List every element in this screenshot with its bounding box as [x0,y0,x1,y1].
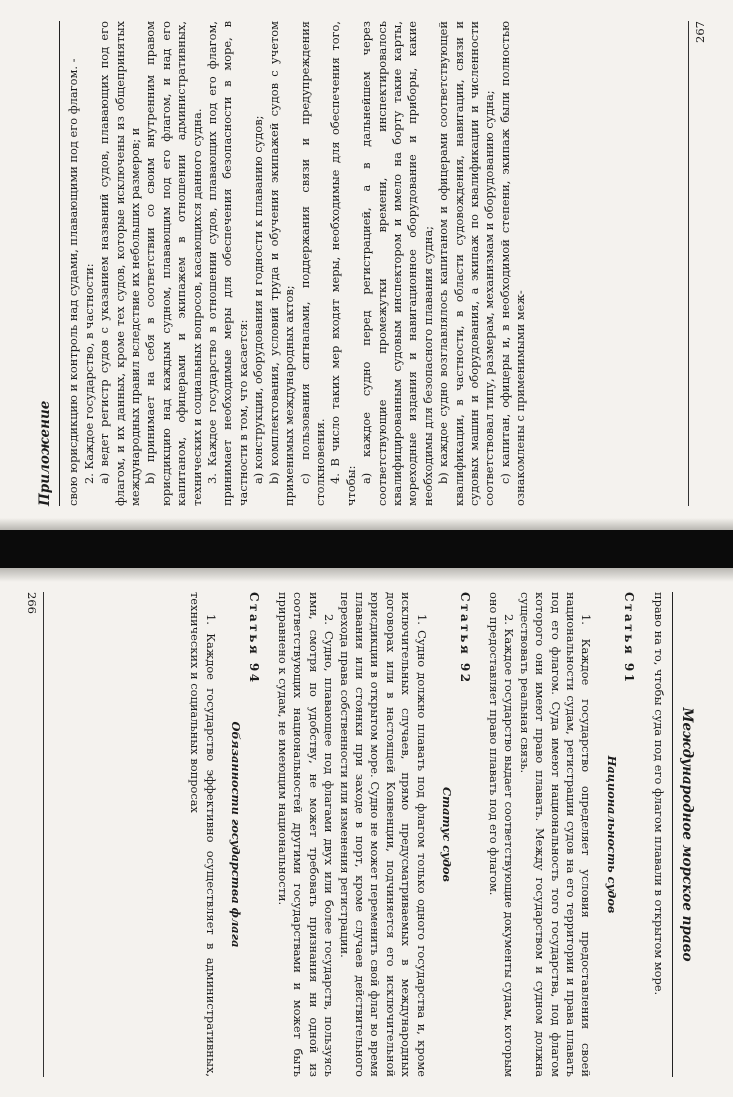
paragraph: b) комплектования, условий труда и обучения экипажей судов с учетом применимых международных актов; [266,21,297,506]
running-head: Международное морское право [672,592,716,1077]
paragraph: b) каждое судно возглавлялось капитаном и офицерами соответствующей квалификации, в частности, в области судовождения, навигации, связи и судовых машин и оборудования, а экипаж по квалификации и численности соответствовал типу, размерам, механизмам и оборудованию судна; [436,21,497,506]
running-head: Приложение [16,21,60,506]
article-title: Статья 91 [622,592,637,685]
article-title: Статья 92 [457,592,472,685]
paragraph: b) принимает на себя в соответствии со своим внутренним правом юрисдикцию над каждым судном, плавающим под его флагом, и над его капитаном, офицерами и экипажем в отношении административных, технических и социальных вопросов, касающихся данного судна. [143,21,204,506]
paragraph: право на то, чтобы суда под его флагом плавали в открытом море. [651,592,666,996]
paragraph: 1. Каждое государство определяет условия предоставления своей национальности судам, регистрации судов на его территории и права плавать под его флагом. Суда имеют национальность того государства, под флагом которого они имеют право плавать. Между государством и судном должна существовать реальная связь. [517,592,594,1077]
page-267 [16,11,716,516]
paragraph: 2. Каждое государство, в частности: [81,263,96,484]
page-number: 267 [692,21,707,43]
paragraph: c) капитан, офицеры и, в необходимой степени, экипаж были полностью ознакомлены с применимыми меж- [497,21,528,506]
binding-shadow [0,568,733,582]
paragraph: a) конструкции, оборудования и годности к плаванию судов; [251,115,266,484]
paragraph: 2. Каждое государство выдает соответствующие документы судам, которым оно предоставляет право плавать под его флагом. [486,592,517,1077]
article-subtitle: Национальность судов [604,755,619,914]
page-number: 266 [25,592,40,614]
paragraph: a) ведет регистр судов с указанием названий судов, плавающих под его флагом, и их данных, кроме тех судов, которые исключены из общепринятых международных правил вследствие их небольших размеров; и [97,21,143,506]
article-title: Статья 94 [246,592,261,685]
page-footer [24,592,44,1077]
binding-shadow [0,518,733,530]
paragraph: 4. В число таких мер входят меры, необходимые для обеспечения того, чтобы: [328,21,358,506]
page-footer [688,21,708,506]
article-subtitle: Статус судов [440,786,455,882]
paragraph: 2. Судно, плавающее под флагами двух или более государств, пользуясь ими, смотря по удобству, не может требовать признания ни одной из соответствующих национальностей другими государствами и может быть приравнено к судам, не имеющим национальности. [276,592,337,1077]
paragraph: 1. Каждое государство эффективно осуществляет в административных, технических и социальных вопросах [188,592,218,1077]
article-subtitle: Обязанности государства флага [229,721,244,948]
paragraph: c) пользования сигналами, поддержания связи и предупреждения столкновения. [297,21,327,506]
book-binding [0,530,733,568]
paragraph: 1. Судно должно плавать под флагом только одного государства и, кроме исключительных случаев, прямо предусматриваемых в международных договорах или в настоящей Конвенции, подчиняется его исключительной юрисдикции в открытом море. Судно не может переменить свой флаг во время плавания или стоянки при заходе в порт, кроме случаев действительного перехода права собственности или изменения регистрации. [337,592,429,1077]
paragraph: a) каждое судно перед регистрацией, а в дальнейшем через соответствующие промежутки времени, инспектировалось квалифицированным судовым инспектором и имело на борту такие карты, мореходные издания и навигационное оборудование и приборы, какие необходимы для безопасного плавания судна; [359,21,435,506]
paragraph: 3. Каждое государство в отношении судов, плавающих под его флагом, принимает необходимые меры для обеспечения безопасности в море, в частности в том, что касается: [205,21,250,506]
page-266 [16,582,716,1087]
paragraph: свою юрисдикцию и контроль над судами, плавающими под его флагом. - [66,58,81,506]
